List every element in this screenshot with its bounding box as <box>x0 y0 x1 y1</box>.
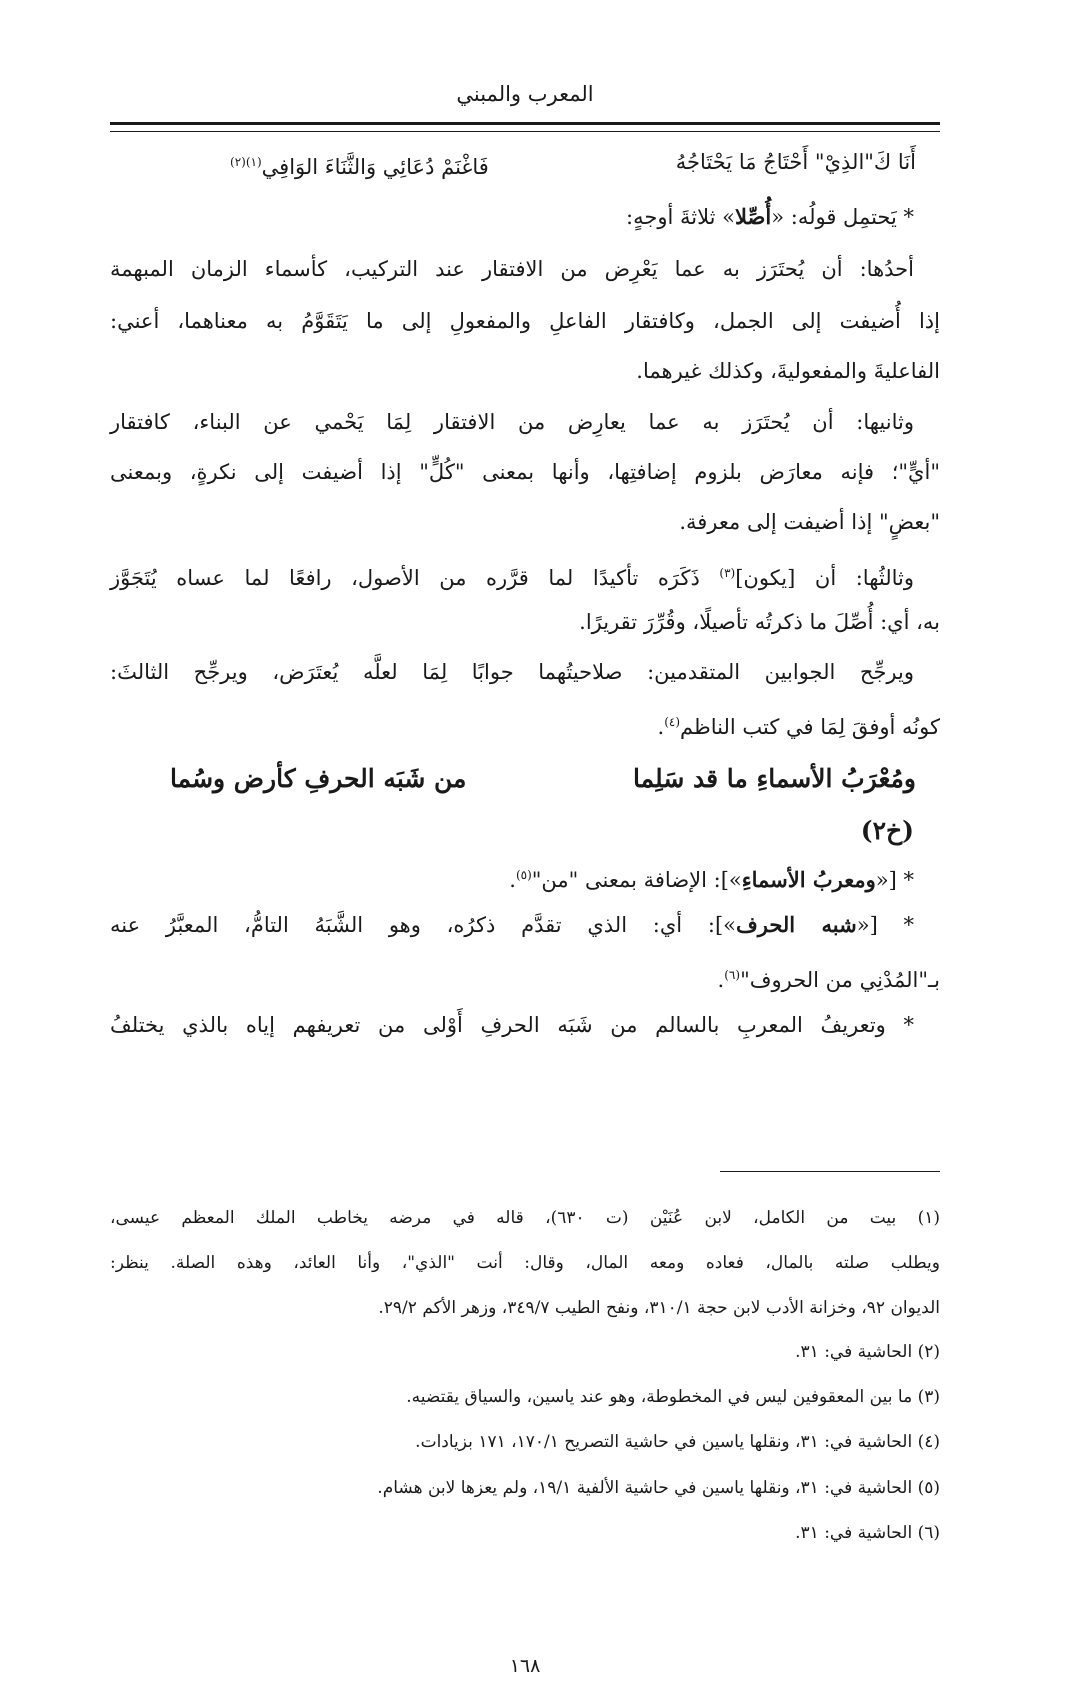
footnote-2: (٢) الحاشية في: ٣١. <box>795 1342 940 1362</box>
bold-term: أُصِّلا <box>735 204 772 229</box>
bold-term: ومعربُ الأسماءِ <box>741 867 876 892</box>
footnote-1-cont: ويطلب صلته بالمال، فعاده ومعه المال، وقال: أنت "الذي"، وأنا العائد، وهذه الصلة. ينظر: <box>110 1253 940 1273</box>
paragraph-line: وثالثُها: أن [يكون]$^{(٣)}$ ذَكَرَه تأكيدًا لما قرَّره من الأصول، رافعًا لما عساه يُتَجَوَّز <box>110 566 914 590</box>
paragraph-line: أحدُها: أن يُحتَرَز به عما يَعْرِض من الافتقار عند التركيب، كأسماء الزمان المبهمة <box>110 257 914 281</box>
paragraph-line: * يَحتمِل قولُه: «أُصِّلا» ثلاثةَ أوجهٍ: <box>626 204 914 229</box>
footnote-6: (٦) الحاشية في: ٣١. <box>795 1523 940 1543</box>
header-rule-thick <box>110 122 940 125</box>
footnote-ref: (١)(٢) <box>230 155 262 169</box>
footnote-3: (٣) ما بين المعقوفين ليس في المخطوطة، وهو عند ياسين، والسياق يقتضيه. <box>406 1387 940 1407</box>
footnote-separator <box>720 1171 940 1172</box>
verse-2-first-hemistich: ومُعْرَبُ الأسماءِ ما قد سَلِما <box>632 764 916 793</box>
paragraph-line: * [«ومعربُ الأسماءِ»]: الإضافة بمعنى "من"$^{(٥)}$. <box>509 867 914 892</box>
page-number: ١٦٨ <box>509 1655 541 1677</box>
paragraph-line: بـ"المُدْنِي من الحروف"$^{(٦)}$. <box>717 968 940 992</box>
paragraph-line: ويرجِّح الجوابين المتقدمين: صلاحيتُهما جوابًا لِمَا لعلَّه يُعتَرَض، ويرجِّح الثالثَ: <box>110 660 914 684</box>
paragraph-line: الفاعليةَ والمفعوليةَ، وكذلك غيرهما. <box>636 359 940 383</box>
verse-2-tag: (خ٢) <box>860 816 914 845</box>
paragraph-line: "بعضٍ" إذا أضيفت إلى معرفة. <box>679 510 940 534</box>
paragraph-line: * [«شبه الحرف»]: أي: الذي تقدَّم ذكرُه، وهو الشَّبَهُ التامُّ، المعبَّرُ عنه <box>110 912 915 937</box>
running-header: المعرب والمبني <box>456 82 594 106</box>
footnote-ref: (٦) <box>724 968 741 982</box>
verse-1-first-hemistich: أَنَا كَ"الذِيْ" أَحْتَاجُ مَا يَحْتَاجُهُ <box>675 150 916 174</box>
footnote-5: (٥) الحاشية في: ٣١، ونقلها ياسين في حاشية الألفية ١٩/١، ولم يعزها لابن هشام. <box>377 1478 940 1498</box>
verse-line-1 <box>110 147 940 182</box>
footnote-4: (٤) الحاشية في: ٣١، ونقلها ياسين في حاشية التصريح ١٧٠/١، ١٧١ بزيادات. <box>415 1432 940 1452</box>
verse-2-second-hemistich: من شَبَه الحرفِ كأرض وسُما <box>170 764 467 793</box>
bold-term: شبه الحرف <box>736 912 857 937</box>
footnote-ref: (٤) <box>664 715 681 729</box>
paragraph-line: به، أي: أُصِّلَ ما ذكرتُه تأصيلًا، وقُرِّرَ تقريرًا. <box>579 610 940 634</box>
verse-1-second-hemistich: فَاغْنَمْ دُعَائِي وَالثَّنَاءَ الوَافِي$^{(١)(٢)}$ <box>230 155 489 179</box>
footnote-1-cont: الديوان ٩٢، وخزانة الأدب لابن حجة ٣١٠/١، ونفح الطيب ٣٤٩/٧، وزهر الأكم ٢٩/٢. <box>378 1298 940 1318</box>
paragraph-line: * وتعريفُ المعربِ بالسالم من شَبَه الحرفِ أَوْلى من تعريفهم إياه بالذي يختلفُ <box>110 1013 914 1037</box>
footnote-1: (١) بيت من الكامل، لابن عُنَيْن (ت ٦٣٠)، قاله في مرضه يخاطب الملك المعظم عيسى، <box>110 1208 940 1228</box>
paragraph-line: "أيٍّ"؛ فإنه معارَض بلزوم إضافتِها، وأنها بمعنى "كُلٍّ" إذا أضيفت إلى نكرةٍ، وبمعنى <box>110 460 940 484</box>
paragraph-line: إذا أُضيفت إلى الجمل، وكافتقار الفاعلِ والمفعولِ إلى ما يَتَقَوَّمُ به معناهما، أعني: <box>110 309 940 333</box>
paragraph-line: كونُه أوفقَ لِمَا في كتب الناظم$^{(٤)}$. <box>657 715 940 739</box>
paragraph-line: وثانيها: أن يُحتَرَز به عما يعارِض من الافتقار لِمَا يَحْمي عن البناء، كافتقار <box>110 410 914 434</box>
footnote-ref: (٥) <box>515 868 532 882</box>
verse-line-2 <box>110 760 940 798</box>
footnote-ref: (٣) <box>719 566 736 580</box>
header-rule-thin <box>110 131 940 132</box>
